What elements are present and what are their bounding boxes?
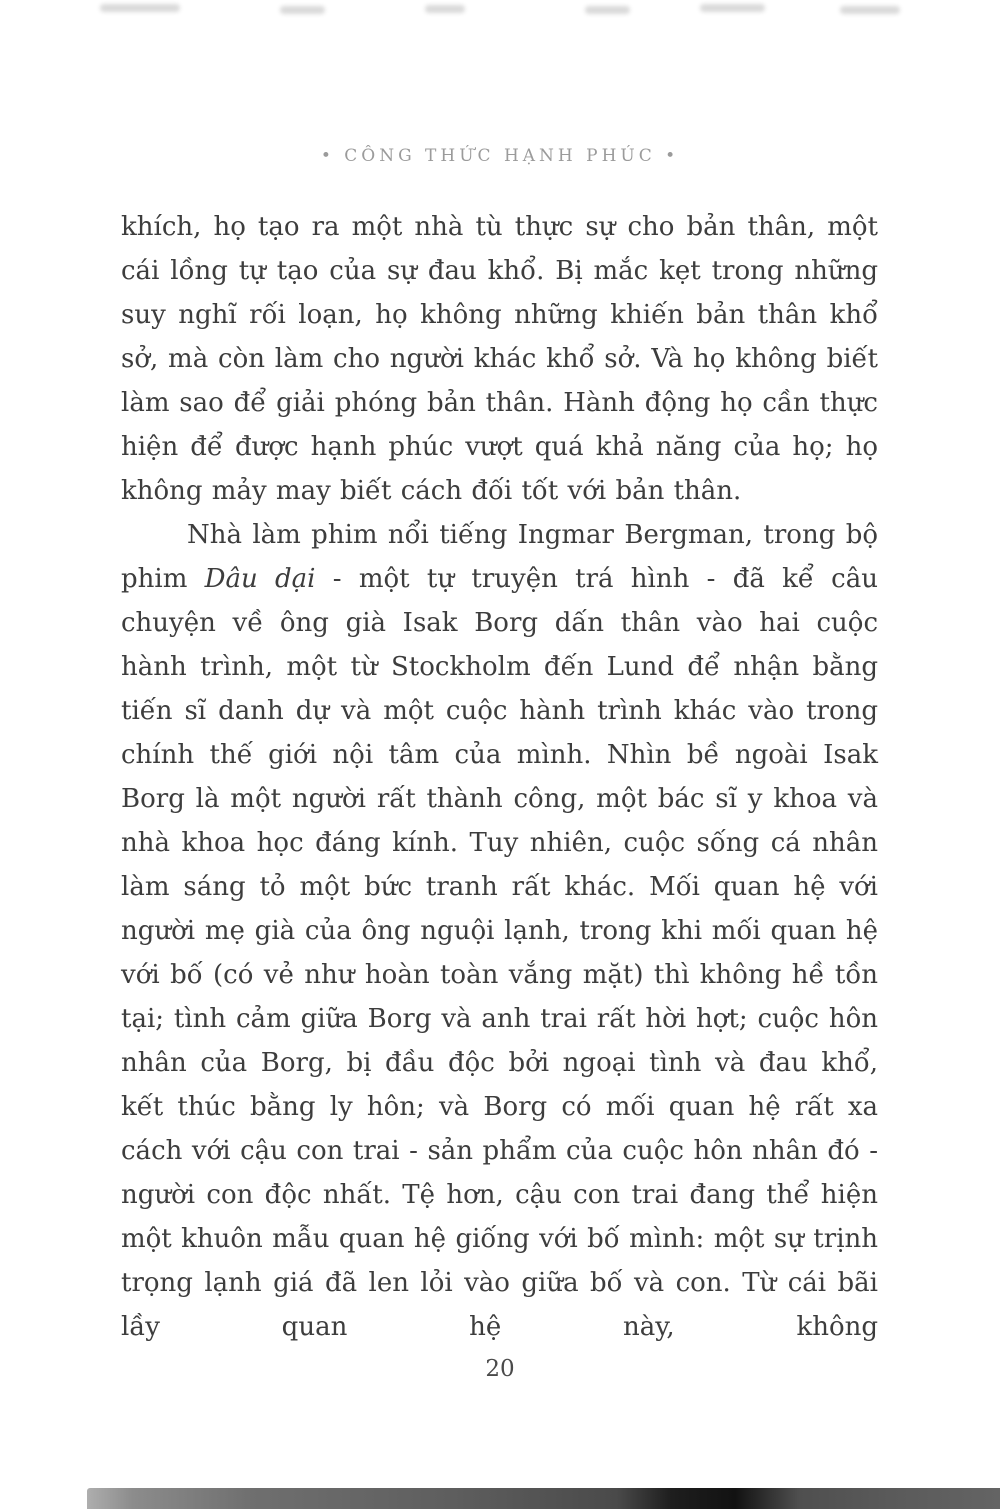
running-head: • CÔNG THỨC HẠNH PHÚC •	[320, 146, 680, 166]
scan-smudge	[280, 6, 325, 14]
book-title-italic: Dâu dại	[204, 564, 316, 594]
page-number: 20	[485, 1356, 515, 1382]
scan-smudge	[585, 6, 630, 14]
scan-smudge	[100, 4, 180, 12]
paragraph-text: - một tự truyện trá hình - đã kể câu chuyện về ông già Isak Borg dấn thân vào hai cuộc hành trình, một từ Stockholm đến Lund để nhận bằng tiến sĩ danh dự và một cuộc hành trình khác vào trong chính thế giới nội tâm của mình. Nhìn bề ngoài Isak Borg là một người rất thành công, một bác sĩ y khoa và nhà khoa học đáng kính. Tuy nhiên, cuộc sống cá nhân làm sáng tỏ một bức tranh rất khác. Mối quan hệ với người mẹ già của ông nguội lạnh, trong khi mối quan hệ với bố (có vẻ như hoàn toàn vắng mặt) thì không hề tồn tại; tình cảm giữa Borg và anh trai rất hời hợt; cuộc hôn nhân của Borg, bị đầu độc bởi ngoại tình và đau khổ, kết thúc bằng ly hôn; và Borg có mối quan hệ rất xa cách với cậu con trai - sản phẩm của cuộc hôn nhân đó - người con độc nhất. Tệ hơn, cậu con trai đang thể hiện một khuôn mẫu quan hệ giống với bố mình: một sự trịnh trọng lạnh giá đã len lỏi vào giữa bố và con. Từ cái bãi lầy quan hệ này, không	[121, 564, 878, 1342]
paragraph: khích, họ tạo ra một nhà tù thực sự cho bản thân, một cái lồng tự tạo của sự đau khổ. Bị mắc kẹt trong những suy nghĩ rối loạn, họ không những khiến bản thân khổ sở, mà còn làm cho người khác khổ sở. Và họ không biết làm sao để giải phóng bản thân. Hành động họ cần thực hiện để được hạnh phúc vượt quá khả năng của họ; họ không mảy may biết cách đối tốt với bản thân.	[121, 212, 878, 506]
scan-smudge	[700, 4, 765, 12]
scan-smudge	[425, 5, 465, 13]
scan-artifact-bottom	[87, 1488, 1000, 1509]
paragraph-text: Nhà làm phim nổi tiếng Ingmar Bergman, trong bộ phim	[121, 520, 878, 594]
scan-smudge	[840, 6, 900, 14]
page-body	[121, 205, 878, 1349]
paragraph	[121, 513, 878, 1349]
